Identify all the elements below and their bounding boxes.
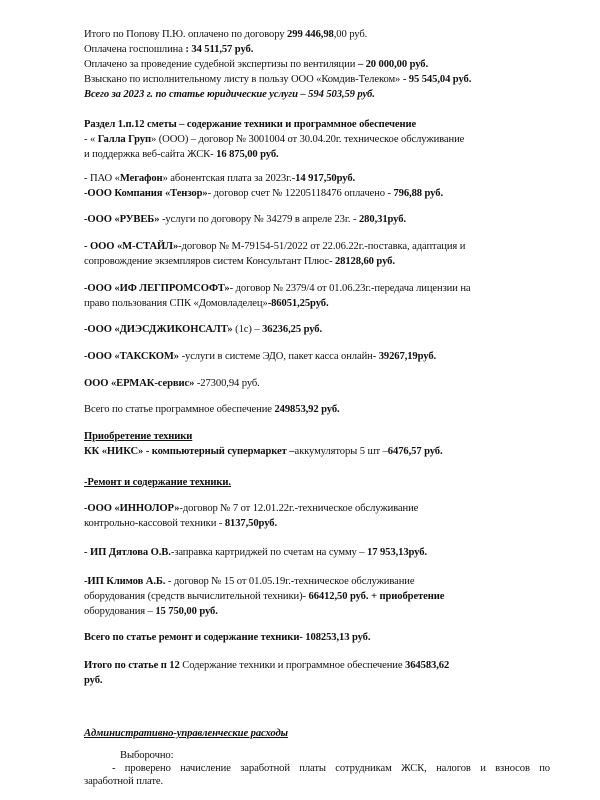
company: Галла Груп [97, 134, 151, 145]
payroll-check-line-2: заработной плате. [84, 776, 164, 787]
company: КК «НИКС» - компьютерный супермаркет – [84, 446, 295, 457]
payroll-check-line: - проверено начисление заработной платы сотрудникам ЖСК, налогов и взносов по [112, 763, 550, 774]
ruveb-line [84, 213, 406, 226]
text: Оплачено за проведение судебной экспертизы по вентиляции [84, 59, 358, 70]
article-total-line-2: руб. [84, 675, 103, 686]
company: -ООО Компания «Тензор» [84, 188, 208, 199]
text: » абонентская плата за 2023г.- [162, 173, 296, 184]
text: и поддержка веб-сайта ЖСК- [84, 149, 217, 160]
amount: 36236,25 руб. [262, 324, 323, 335]
amount: 6476,57 руб. [387, 446, 443, 457]
taxcom-line [84, 350, 436, 363]
amount: 15 750,00 руб. [155, 606, 218, 617]
repair-heading: -Ремонт и содержание техники. [84, 477, 231, 488]
company: -ООО «ИФ ЛЕГПРОМСОФТ» [84, 283, 230, 294]
text: оборудования – [84, 606, 156, 617]
klimov-line-2 [84, 590, 444, 603]
text: право пользования СПК «Домовладелец» [84, 298, 268, 309]
amount: 8137,50руб. [224, 518, 277, 529]
klimov-line [84, 575, 414, 588]
section-heading: Раздел 1.п.12 сметы – содержание техники и программное обеспечение [84, 119, 417, 130]
text: (1с) – [235, 324, 263, 335]
legpromsoft-line [84, 282, 471, 295]
company: - ООО «М-СТАЙЛ» [84, 241, 179, 252]
company: -ИП Климов А.Б. [84, 576, 166, 587]
text: Содержание техники и программное обеспечение [179, 660, 406, 671]
state-fee-line [84, 43, 253, 56]
innolor-line [84, 502, 418, 515]
amount: 14 917,50руб. [295, 173, 356, 184]
text: -договор № М-79154-51/2022 от 22.06.22г.-поставка, адаптация и [178, 241, 466, 252]
software-total-line [84, 403, 340, 416]
text: оборудования (средств вычислительной техники)- [84, 591, 309, 602]
text: контрольно-кассовой техники - [84, 518, 225, 529]
text: + приобретение [368, 591, 445, 602]
text: Итого по статье п 12 [84, 660, 180, 671]
nix-line [84, 445, 443, 458]
text: -услуги в системе ЭДО, пакет касса онлайн- [179, 351, 379, 362]
text: Взыскано по исполнительному листу в пользу ООО «Комдив-Телеком» [84, 74, 403, 85]
dyatlova-line [84, 546, 427, 559]
company: ООО «ЕРМАК-сервис» [84, 378, 197, 389]
amount: 108253,13 руб. [305, 632, 371, 643]
amount: 796,88 руб. [393, 188, 443, 199]
amount: 364583,62 [405, 660, 450, 671]
company: Мегафон [119, 173, 163, 184]
text: -услуги по договору № 34279 в апреле 23г. - [159, 214, 359, 225]
company: -ООО «РУВЕБ» [84, 214, 160, 225]
dsg-line [84, 323, 322, 336]
klimov-line-3 [84, 605, 218, 618]
innolor-line-2 [84, 517, 277, 530]
text: -договор № 7 от 12.01.22г.-техническое обслуживание [179, 503, 419, 514]
article-total-line [84, 659, 449, 672]
company: -ООО «ИННОЛОР» [84, 503, 180, 514]
company: -ООО «ТАКСКОМ» [84, 351, 180, 362]
galla-line [84, 133, 464, 146]
ermak-line [84, 377, 260, 390]
text: - договор счет № 12205118476 оплачено - [207, 188, 394, 199]
galla-line-2 [84, 148, 279, 161]
amount: 16 875,00 руб. [216, 149, 279, 160]
text: аккумуляторы 5 шт – [294, 446, 388, 457]
amount: 299 446,98 [287, 29, 334, 40]
text: - ПАО « [84, 173, 120, 184]
text: - « [84, 134, 98, 145]
amount: -27300,94 руб. [196, 378, 260, 389]
amount: - 95 545,04 руб. [402, 74, 472, 85]
selective-label: Выборочно: [120, 750, 174, 761]
total-popov-line [84, 28, 367, 41]
text: Всего по статье программное обеспечение [84, 404, 275, 415]
amount: -86051,25руб. [267, 298, 329, 309]
admin-heading: Административно-управленческие расходы [84, 728, 288, 739]
text: - договор № 2379/4 от 01.06.23г.-передача лицензии на [229, 283, 471, 294]
company: -ООО «ДИЭСДЖИКОНСАЛТ» [84, 324, 236, 335]
tenzor-line [84, 187, 443, 200]
legpromsoft-line-2 [84, 297, 329, 310]
legal-total-line: Всего за 2023 г. по статье юридические услуги – 594 503,59 руб. [84, 89, 375, 100]
amount: 66412,50 руб. [308, 591, 369, 602]
repair-total-line [84, 631, 370, 644]
text: - договор № 15 от 01.05.19г.-техническое обслуживание [165, 576, 415, 587]
purchase-heading: Приобретение техники [84, 431, 193, 442]
text: Всего по статье ремонт и содержание техники- [84, 632, 306, 643]
mstyle-line-2 [84, 255, 395, 268]
mstyle-line [84, 240, 465, 253]
text: ,00 руб. [333, 29, 368, 40]
amount: 17 953,13руб. [367, 547, 427, 558]
amount: 39267,19руб. [378, 351, 437, 362]
text: Оплачена госпошлина [84, 44, 186, 55]
expertise-line [84, 58, 428, 71]
text: сопровождение экземпляров систем Консультант Плюс- [84, 256, 335, 267]
company: - ИП Дятлова О.В. [84, 547, 171, 558]
amount: : 34 511,57 руб. [185, 44, 254, 55]
text: » (ООО) – договор № 3001004 от 30.04.20г. техническое обслуживание [151, 134, 465, 145]
text: Итого по Попову П.Ю. оплачено по договору [84, 29, 288, 40]
writ-line [84, 73, 471, 86]
megafon-line [84, 172, 355, 185]
amount: 249853,92 руб. [274, 404, 340, 415]
amount: – 20 000,00 руб. [357, 59, 429, 70]
amount: 280,31руб. [358, 214, 406, 225]
text: -заправка картриджей по счетам на сумму – [170, 547, 368, 558]
amount: 28128,60 руб. [334, 256, 395, 267]
